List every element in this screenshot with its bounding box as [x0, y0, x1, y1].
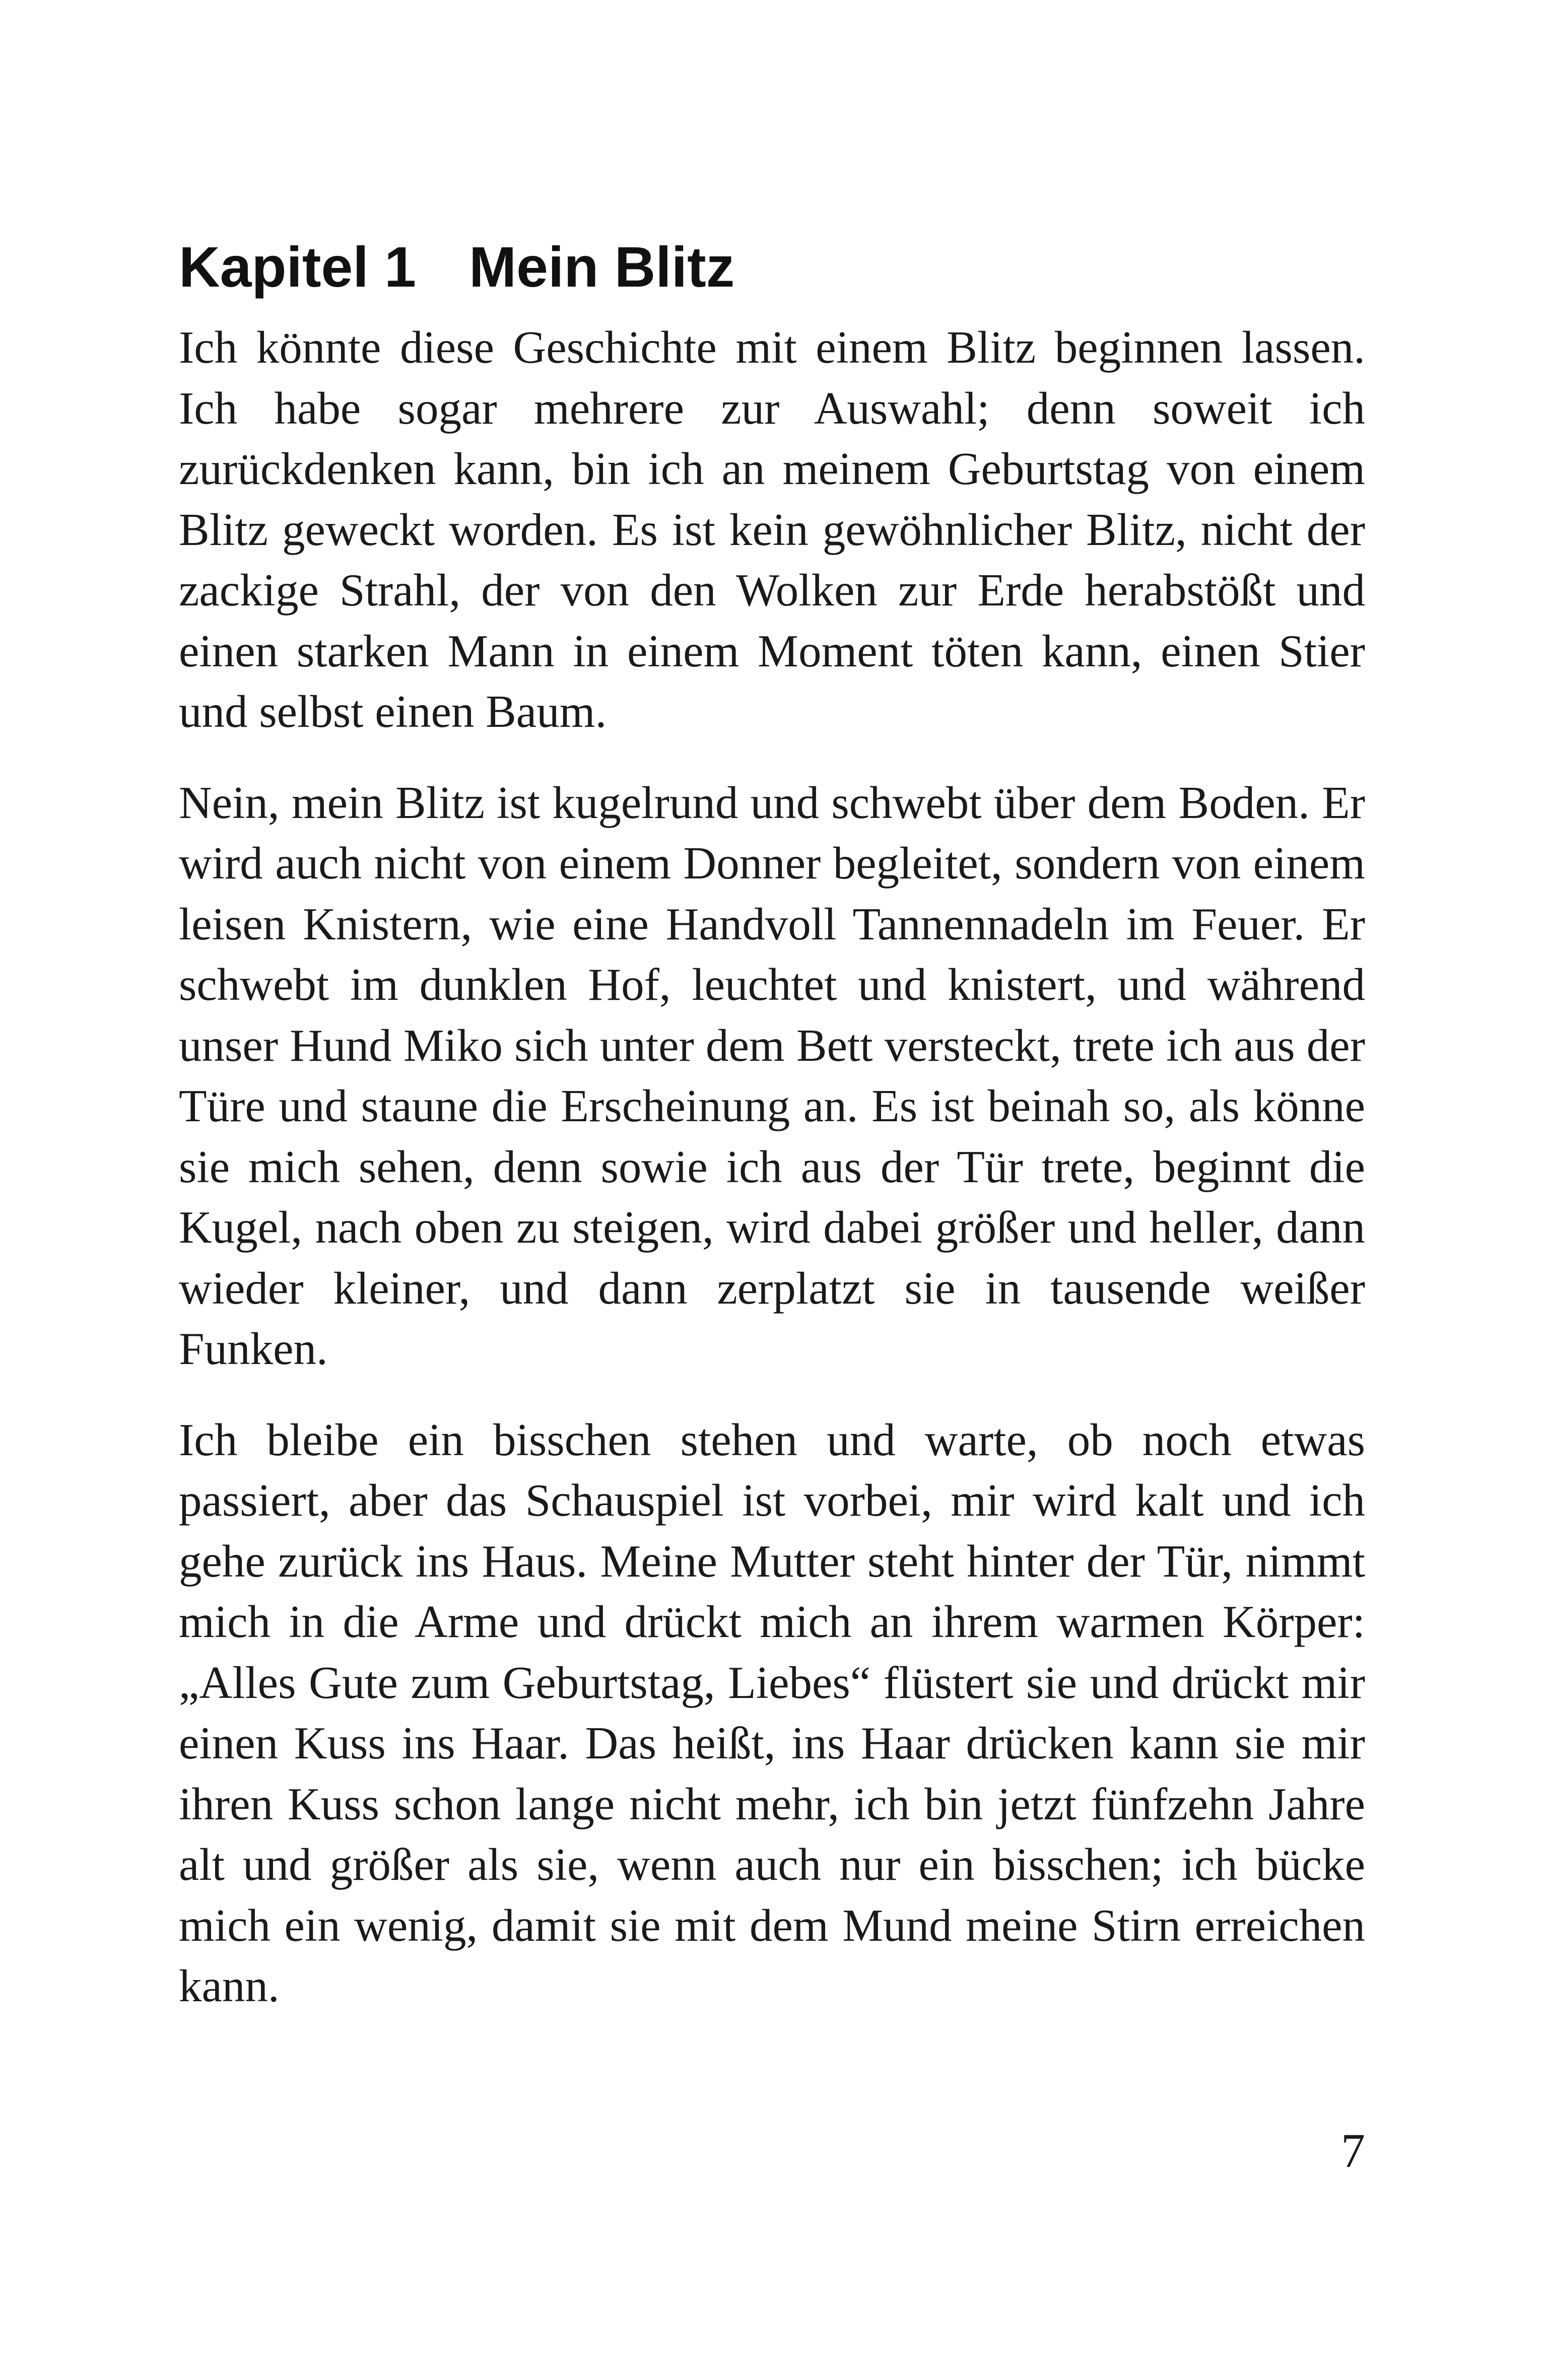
paragraph-1: Ich könnte diese Geschichte mit einem Blitz beginnen lassen. Ich habe sogar mehrere zur Auswahl; denn soweit ich zurückdenken kann, bin ich an meinem Geburtstag von einem Blitz geweckt worden. Es ist kein gewöhnlicher Blitz, nicht der zackige Strahl, der von den Wolken zur Erde herabstößt und einen starken Mann in einem Moment töten kann, einen Stier und selbst einen Baum. — [179, 322, 1365, 737]
chapter-heading — [179, 232, 1365, 302]
paragraph-2: Nein, mein Blitz ist kugelrund und schwebt über dem Boden. Er wird auch nicht von einem Donner begleitet, sondern von einem leisen Knistern, wie eine Handvoll Tannennadeln im Feuer. Er schwebt im dunklen Hof, leuchtet und knistert, und während unser Hund Miko sich unter dem Bett versteckt, trete ich aus der Türe und staune die Erscheinung an. Es ist beinah so, als könne sie mich sehen, denn sowie ich aus der Tür trete, beginnt die Kugel, nach oben zu steigen, wird dabei größer und heller, dann wieder kleiner, und dann zerplatzt sie in tausende weißer Funken. — [179, 777, 1365, 1374]
chapter-title: Mein Blitz — [468, 235, 735, 299]
paragraph-3: Ich bleibe ein bisschen stehen und warte, ob noch etwas passiert, aber das Schauspiel ist vorbei, mir wird kalt und ich gehe zurück ins Haus. Meine Mutter steht hinter der Tür, nimmt mich in die Arme und drückt mich an ihrem warmen Körper: „Alles Gute zum Geburtstag, Liebes“ flüstert sie und drückt mir einen Kuss ins Haar. Das heißt, ins Haar drücken kann sie mir ihren Kuss schon lange nicht mehr, ich bin jetzt fünfzehn Jahre alt und größer als sie, wenn auch nur ein bisschen; ich bücke mich ein wenig, damit sie mit dem Mund meine Stirn erreichen kann. — [179, 1414, 1365, 2011]
chapter-number: Kapitel 1 — [179, 235, 416, 299]
page-content — [179, 232, 1365, 2047]
page-number: 7 — [1341, 2124, 1365, 2178]
